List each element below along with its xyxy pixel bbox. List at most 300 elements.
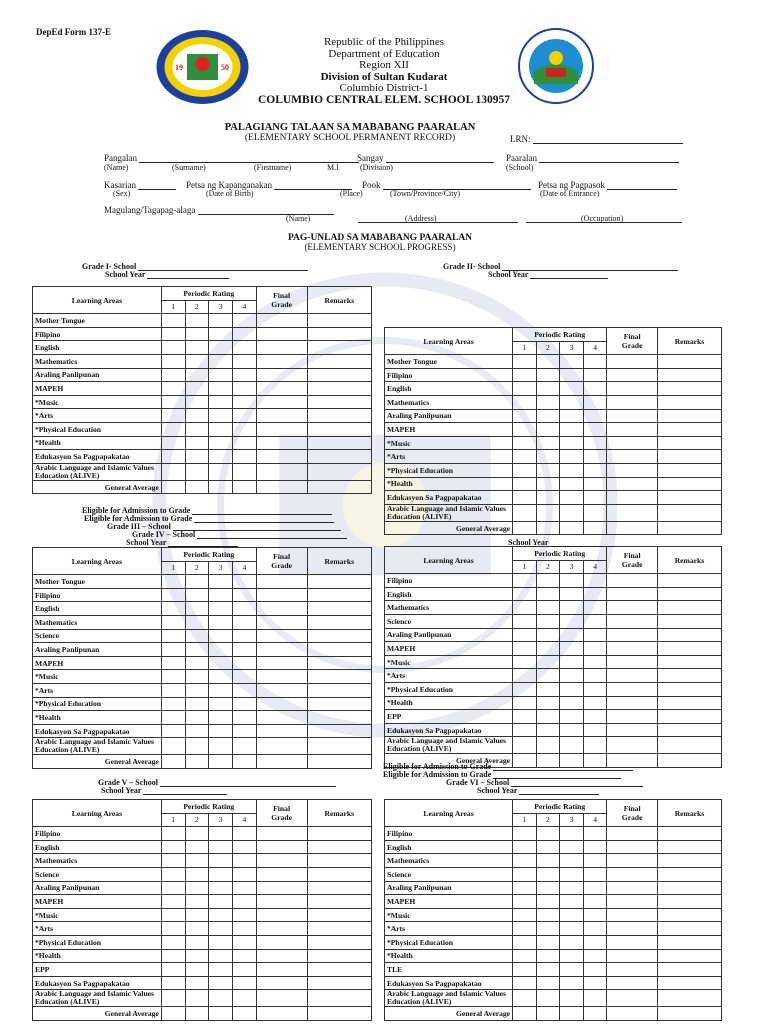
grade-cell[interactable]: [185, 976, 209, 990]
grade-cell[interactable]: [560, 723, 584, 737]
grade-cell[interactable]: [583, 395, 607, 409]
grade-cell[interactable]: [232, 354, 256, 368]
grade-cell[interactable]: [256, 368, 307, 382]
grade-cell[interactable]: [256, 976, 307, 990]
grade-cell[interactable]: [513, 355, 537, 369]
grade-cell[interactable]: [256, 602, 307, 616]
grade-cell[interactable]: [657, 368, 721, 382]
grade-cell[interactable]: [536, 450, 560, 464]
grade-cell[interactable]: [232, 949, 256, 963]
grade-cell[interactable]: [583, 710, 607, 724]
grade-cell[interactable]: [560, 976, 584, 990]
grade-cell[interactable]: [209, 670, 233, 684]
grade-cell[interactable]: [657, 395, 721, 409]
grade-cell[interactable]: [536, 477, 560, 491]
grade-cell[interactable]: [161, 963, 185, 977]
general-average-cell[interactable]: [513, 1007, 537, 1021]
grade-cell[interactable]: [560, 463, 584, 477]
grade-cell[interactable]: [536, 587, 560, 601]
grade-cell[interactable]: [256, 575, 307, 589]
grade-cell[interactable]: [232, 341, 256, 355]
grade-cell[interactable]: [607, 423, 658, 437]
grade-cell[interactable]: [185, 436, 209, 450]
grade-cell[interactable]: [307, 949, 371, 963]
grade-cell[interactable]: [560, 614, 584, 628]
grade-cell[interactable]: [536, 601, 560, 615]
grade-cell[interactable]: [185, 629, 209, 643]
grade-cell[interactable]: [209, 827, 233, 841]
grade-cell[interactable]: [307, 683, 371, 697]
grade-cell[interactable]: [560, 827, 584, 841]
grade-cell[interactable]: [209, 935, 233, 949]
grade-cell[interactable]: [209, 908, 233, 922]
general-average-cell[interactable]: [232, 1007, 256, 1021]
grade-cell[interactable]: [307, 840, 371, 854]
grade-cell[interactable]: [607, 628, 658, 642]
grade-cell[interactable]: [536, 463, 560, 477]
grade-cell[interactable]: [185, 840, 209, 854]
grade-cell[interactable]: [513, 504, 537, 521]
grade-cell[interactable]: [209, 341, 233, 355]
grade-cell[interactable]: [256, 450, 307, 464]
grade-cell[interactable]: [307, 697, 371, 711]
grade-cell[interactable]: [185, 935, 209, 949]
grade-cell[interactable]: [583, 491, 607, 505]
grade-cell[interactable]: [513, 614, 537, 628]
grade-cell[interactable]: [209, 724, 233, 738]
grade-cell[interactable]: [161, 670, 185, 684]
grade-cell[interactable]: [307, 436, 371, 450]
grade-cell[interactable]: [161, 602, 185, 616]
grade-cell[interactable]: [185, 314, 209, 328]
general-average-cell[interactable]: [185, 480, 209, 494]
grade-cell[interactable]: [232, 395, 256, 409]
grade-cell[interactable]: [232, 643, 256, 657]
grade-cell[interactable]: [513, 908, 537, 922]
grade-cell[interactable]: [513, 409, 537, 423]
grade-cell[interactable]: [583, 463, 607, 477]
grade-cell[interactable]: [161, 949, 185, 963]
grade-cell[interactable]: [185, 341, 209, 355]
grade-cell[interactable]: [607, 450, 658, 464]
grade-cell[interactable]: [161, 854, 185, 868]
grade-cell[interactable]: [513, 368, 537, 382]
grade-cell[interactable]: [256, 738, 307, 755]
grade-cell[interactable]: [161, 327, 185, 341]
grade-cell[interactable]: [161, 895, 185, 909]
grade-cell[interactable]: [583, 881, 607, 895]
grade-cell[interactable]: [513, 737, 537, 754]
grade-cell[interactable]: [607, 682, 658, 696]
grade-cell[interactable]: [307, 963, 371, 977]
grade-cell[interactable]: [307, 575, 371, 589]
grade-cell[interactable]: [607, 669, 658, 683]
grade-cell[interactable]: [161, 711, 185, 725]
grade-cell[interactable]: [307, 602, 371, 616]
grade-cell[interactable]: [536, 423, 560, 437]
grade-cell[interactable]: [607, 935, 658, 949]
grade-cell[interactable]: [185, 615, 209, 629]
grade-cell[interactable]: [583, 642, 607, 656]
grade-cell[interactable]: [256, 711, 307, 725]
grade-cell[interactable]: [161, 908, 185, 922]
grade-cell[interactable]: [560, 368, 584, 382]
grade-cell[interactable]: [657, 737, 721, 754]
grade-cell[interactable]: [232, 656, 256, 670]
grade-cell[interactable]: [185, 395, 209, 409]
grade-cell[interactable]: [536, 935, 560, 949]
grade-cell[interactable]: [307, 895, 371, 909]
grade-cell[interactable]: [536, 881, 560, 895]
grade-cell[interactable]: [513, 881, 537, 895]
grade-cell[interactable]: [209, 615, 233, 629]
grade-cell[interactable]: [513, 655, 537, 669]
grade-cell[interactable]: [256, 341, 307, 355]
grade-cell[interactable]: [560, 840, 584, 854]
grade-cell[interactable]: [307, 409, 371, 423]
grade-cell[interactable]: [536, 840, 560, 854]
grade-cell[interactable]: [161, 724, 185, 738]
grade-cell[interactable]: [583, 827, 607, 841]
grade-cell[interactable]: [583, 355, 607, 369]
grade-cell[interactable]: [185, 409, 209, 423]
grade-cell[interactable]: [657, 628, 721, 642]
grade-cell[interactable]: [560, 895, 584, 909]
general-average-cell[interactable]: [161, 1007, 185, 1021]
grade-cell[interactable]: [256, 895, 307, 909]
grade-cell[interactable]: [607, 908, 658, 922]
grade-cell[interactable]: [161, 575, 185, 589]
grade-cell[interactable]: [209, 409, 233, 423]
grade-cell[interactable]: [583, 450, 607, 464]
grade-cell[interactable]: [307, 463, 371, 480]
grade-cell[interactable]: [209, 575, 233, 589]
grade-cell[interactable]: [307, 395, 371, 409]
grade-cell[interactable]: [232, 683, 256, 697]
grade-cell[interactable]: [232, 368, 256, 382]
grade-cell[interactable]: [536, 409, 560, 423]
grade-cell[interactable]: [583, 504, 607, 521]
grade-cell[interactable]: [560, 574, 584, 588]
grade-cell[interactable]: [536, 504, 560, 521]
grade-cell[interactable]: [307, 382, 371, 396]
grade-cell[interactable]: [209, 990, 233, 1007]
grade-cell[interactable]: [583, 669, 607, 683]
grade-cell[interactable]: [209, 436, 233, 450]
grade-cell[interactable]: [161, 697, 185, 711]
grade-cell[interactable]: [560, 935, 584, 949]
grade-cell[interactable]: [185, 382, 209, 396]
grade-cell[interactable]: [209, 895, 233, 909]
grade-cell[interactable]: [536, 723, 560, 737]
grade-cell[interactable]: [657, 854, 721, 868]
grade-cell[interactable]: [256, 629, 307, 643]
grade-cell[interactable]: [657, 450, 721, 464]
grade-cell[interactable]: [607, 395, 658, 409]
grade-cell[interactable]: [209, 602, 233, 616]
grade-cell[interactable]: [161, 827, 185, 841]
grade-cell[interactable]: [513, 628, 537, 642]
grade-cell[interactable]: [232, 881, 256, 895]
grade-cell[interactable]: [232, 327, 256, 341]
grade-cell[interactable]: [583, 368, 607, 382]
grade-cell[interactable]: [256, 314, 307, 328]
grade-cell[interactable]: [307, 908, 371, 922]
grade-cell[interactable]: [307, 354, 371, 368]
grade-cell[interactable]: [583, 436, 607, 450]
grade-cell[interactable]: [583, 601, 607, 615]
grade-cell[interactable]: [583, 854, 607, 868]
grade-cell[interactable]: [513, 423, 537, 437]
grade-cell[interactable]: [560, 655, 584, 669]
grade-cell[interactable]: [232, 976, 256, 990]
general-average-cell[interactable]: [536, 1007, 560, 1021]
grade-cell[interactable]: [657, 436, 721, 450]
general-average-cell[interactable]: [583, 1007, 607, 1021]
grade-cell[interactable]: [232, 588, 256, 602]
grade-cell[interactable]: [232, 867, 256, 881]
grade-cell[interactable]: [657, 601, 721, 615]
grade-cell[interactable]: [209, 588, 233, 602]
grade-cell[interactable]: [232, 450, 256, 464]
grade-cell[interactable]: [560, 990, 584, 1007]
grade-cell[interactable]: [209, 656, 233, 670]
grade-cell[interactable]: [657, 504, 721, 521]
grade-cell[interactable]: [607, 382, 658, 396]
general-average-cell[interactable]: [209, 755, 233, 769]
grade-cell[interactable]: [185, 327, 209, 341]
grade-cell[interactable]: [185, 602, 209, 616]
grade-cell[interactable]: [560, 587, 584, 601]
grade-cell[interactable]: [209, 922, 233, 936]
grade-cell[interactable]: [256, 436, 307, 450]
grade-cell[interactable]: [513, 477, 537, 491]
grade-cell[interactable]: [560, 355, 584, 369]
grade-cell[interactable]: [560, 908, 584, 922]
grade-cell[interactable]: [583, 477, 607, 491]
grade-cell[interactable]: [583, 587, 607, 601]
grade-cell[interactable]: [536, 628, 560, 642]
grade-cell[interactable]: [161, 922, 185, 936]
general-average-cell[interactable]: [607, 1007, 658, 1021]
grade-cell[interactable]: [657, 827, 721, 841]
grade-cell[interactable]: [657, 642, 721, 656]
grade-cell[interactable]: [657, 614, 721, 628]
grade-cell[interactable]: [536, 382, 560, 396]
grade-cell[interactable]: [583, 990, 607, 1007]
grade-cell[interactable]: [607, 990, 658, 1007]
grade-cell[interactable]: [209, 395, 233, 409]
grade-cell[interactable]: [536, 669, 560, 683]
grade-cell[interactable]: [185, 908, 209, 922]
grade-cell[interactable]: [560, 949, 584, 963]
grade-cell[interactable]: [307, 724, 371, 738]
general-average-cell[interactable]: [256, 755, 307, 769]
grade-cell[interactable]: [607, 827, 658, 841]
grade-cell[interactable]: [536, 827, 560, 841]
grade-cell[interactable]: [161, 422, 185, 436]
grade-cell[interactable]: [209, 976, 233, 990]
grade-cell[interactable]: [185, 368, 209, 382]
grade-cell[interactable]: [256, 354, 307, 368]
grade-cell[interactable]: [583, 696, 607, 710]
grade-cell[interactable]: [161, 314, 185, 328]
grade-cell[interactable]: [536, 355, 560, 369]
general-average-cell[interactable]: [536, 521, 560, 535]
grade-cell[interactable]: [583, 895, 607, 909]
grade-cell[interactable]: [657, 976, 721, 990]
grade-cell[interactable]: [607, 881, 658, 895]
grade-cell[interactable]: [256, 854, 307, 868]
grade-cell[interactable]: [513, 587, 537, 601]
grade-cell[interactable]: [256, 922, 307, 936]
grade-cell[interactable]: [560, 423, 584, 437]
grade-cell[interactable]: [657, 491, 721, 505]
grade-cell[interactable]: [536, 574, 560, 588]
grade-cell[interactable]: [536, 655, 560, 669]
grade-cell[interactable]: [536, 710, 560, 724]
grade-cell[interactable]: [513, 395, 537, 409]
grade-cell[interactable]: [161, 395, 185, 409]
grade-cell[interactable]: [536, 867, 560, 881]
grade-cell[interactable]: [256, 881, 307, 895]
grade-cell[interactable]: [256, 670, 307, 684]
grade-cell[interactable]: [513, 976, 537, 990]
grade-cell[interactable]: [232, 724, 256, 738]
grade-cell[interactable]: [209, 738, 233, 755]
grade-cell[interactable]: [607, 409, 658, 423]
grade-cell[interactable]: [185, 827, 209, 841]
grade-cell[interactable]: [657, 908, 721, 922]
grade-cell[interactable]: [657, 355, 721, 369]
grade-cell[interactable]: [185, 588, 209, 602]
grade-cell[interactable]: [256, 588, 307, 602]
grade-cell[interactable]: [560, 867, 584, 881]
grade-cell[interactable]: [536, 491, 560, 505]
grade-cell[interactable]: [607, 895, 658, 909]
grade-cell[interactable]: [185, 963, 209, 977]
grade-cell[interactable]: [560, 669, 584, 683]
grade-cell[interactable]: [513, 895, 537, 909]
grade-cell[interactable]: [185, 450, 209, 464]
general-average-cell[interactable]: [185, 755, 209, 769]
grade-cell[interactable]: [185, 990, 209, 1007]
grade-cell[interactable]: [513, 840, 537, 854]
grade-cell[interactable]: [607, 614, 658, 628]
general-average-cell[interactable]: [185, 1007, 209, 1021]
grade-cell[interactable]: [607, 601, 658, 615]
grade-cell[interactable]: [256, 382, 307, 396]
grade-cell[interactable]: [560, 642, 584, 656]
grade-cell[interactable]: [232, 575, 256, 589]
grade-cell[interactable]: [209, 629, 233, 643]
grade-cell[interactable]: [607, 840, 658, 854]
grade-cell[interactable]: [161, 643, 185, 657]
grade-cell[interactable]: [607, 355, 658, 369]
grade-cell[interactable]: [560, 710, 584, 724]
grade-cell[interactable]: [256, 697, 307, 711]
grade-cell[interactable]: [185, 643, 209, 657]
grade-cell[interactable]: [536, 854, 560, 868]
grade-cell[interactable]: [536, 614, 560, 628]
grade-cell[interactable]: [232, 895, 256, 909]
grade-cell[interactable]: [307, 643, 371, 657]
grade-cell[interactable]: [256, 908, 307, 922]
grade-cell[interactable]: [607, 368, 658, 382]
grade-cell[interactable]: [161, 867, 185, 881]
grade-cell[interactable]: [607, 867, 658, 881]
grade-cell[interactable]: [513, 710, 537, 724]
grade-cell[interactable]: [607, 463, 658, 477]
grade-cell[interactable]: [513, 990, 537, 1007]
grade-cell[interactable]: [185, 724, 209, 738]
grade-cell[interactable]: [583, 382, 607, 396]
grade-cell[interactable]: [209, 881, 233, 895]
grade-cell[interactable]: [513, 463, 537, 477]
grade-cell[interactable]: [657, 655, 721, 669]
grade-cell[interactable]: [185, 711, 209, 725]
grade-cell[interactable]: [232, 922, 256, 936]
grade-cell[interactable]: [185, 949, 209, 963]
grade-cell[interactable]: [161, 976, 185, 990]
grade-cell[interactable]: [583, 655, 607, 669]
grade-cell[interactable]: [657, 935, 721, 949]
grade-cell[interactable]: [513, 935, 537, 949]
grade-cell[interactable]: [607, 723, 658, 737]
grade-cell[interactable]: [209, 867, 233, 881]
grade-cell[interactable]: [307, 827, 371, 841]
grade-cell[interactable]: [161, 354, 185, 368]
grade-cell[interactable]: [256, 643, 307, 657]
grade-cell[interactable]: [583, 614, 607, 628]
grade-cell[interactable]: [560, 737, 584, 754]
grade-cell[interactable]: [256, 327, 307, 341]
grade-cell[interactable]: [209, 697, 233, 711]
grade-cell[interactable]: [657, 881, 721, 895]
grade-cell[interactable]: [536, 976, 560, 990]
grade-cell[interactable]: [161, 450, 185, 464]
grade-cell[interactable]: [185, 422, 209, 436]
grade-cell[interactable]: [607, 854, 658, 868]
grade-cell[interactable]: [657, 669, 721, 683]
grade-cell[interactable]: [161, 588, 185, 602]
grade-cell[interactable]: [536, 963, 560, 977]
grade-cell[interactable]: [307, 327, 371, 341]
grade-cell[interactable]: [185, 922, 209, 936]
general-average-cell[interactable]: [307, 755, 371, 769]
grade-cell[interactable]: [583, 723, 607, 737]
grade-cell[interactable]: [536, 642, 560, 656]
grade-cell[interactable]: [185, 697, 209, 711]
grade-cell[interactable]: [209, 840, 233, 854]
grade-cell[interactable]: [657, 587, 721, 601]
grade-cell[interactable]: [583, 908, 607, 922]
grade-cell[interactable]: [161, 341, 185, 355]
grade-cell[interactable]: [583, 574, 607, 588]
grade-cell[interactable]: [536, 696, 560, 710]
grade-cell[interactable]: [185, 575, 209, 589]
grade-cell[interactable]: [560, 477, 584, 491]
grade-cell[interactable]: [560, 601, 584, 615]
grade-cell[interactable]: [307, 629, 371, 643]
grade-cell[interactable]: [307, 990, 371, 1007]
grade-cell[interactable]: [513, 963, 537, 977]
grade-cell[interactable]: [607, 976, 658, 990]
grade-cell[interactable]: [560, 395, 584, 409]
grade-cell[interactable]: [209, 314, 233, 328]
grade-cell[interactable]: [657, 409, 721, 423]
grade-cell[interactable]: [185, 683, 209, 697]
